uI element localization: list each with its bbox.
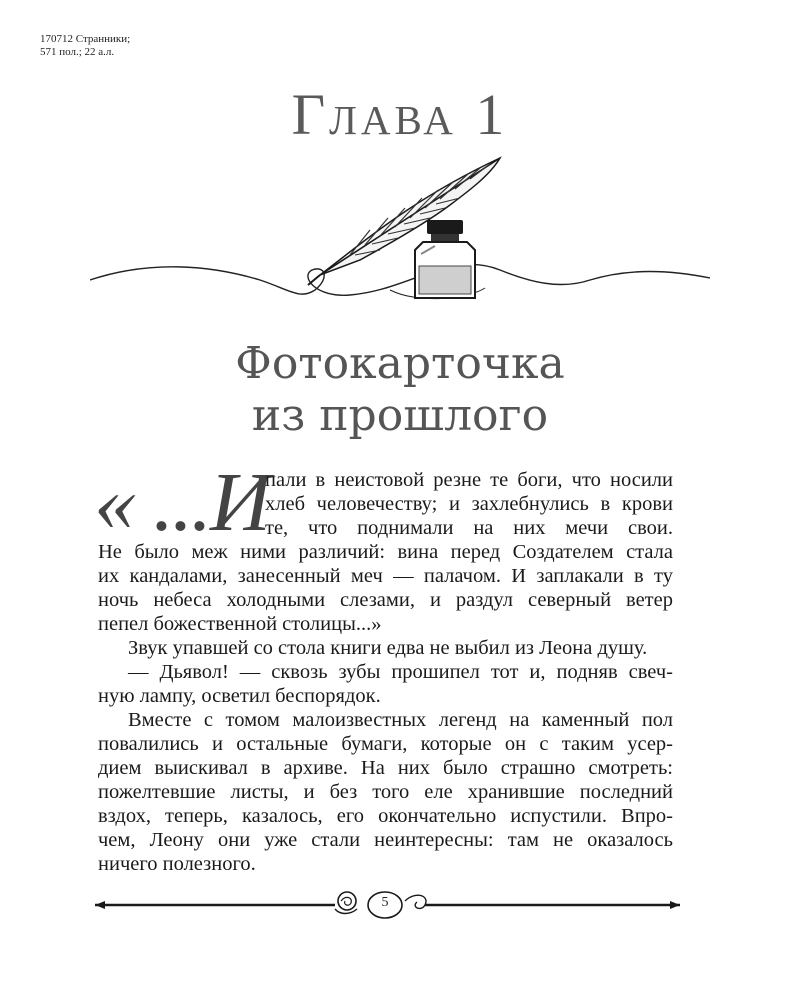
- text-line: их кандалами, занесенный меч — палачом. И заплакали в ту: [98, 565, 673, 587]
- text-line: ночь небеса холодными слезами, и раздул северный ветер: [98, 589, 673, 611]
- slug-line-1: 170712 Странники;: [40, 33, 131, 45]
- text-line: — Дьявол! — сквозь зубы прошипел тот и, подняв свеч-: [128, 661, 673, 683]
- subtitle-line-1: Фотокарточка: [235, 338, 565, 389]
- page-number: 5: [381, 895, 389, 910]
- text-line: дием выискивал в архиве. На них было страшно смотреть:: [98, 757, 673, 779]
- drop-cap: « ...И: [94, 456, 269, 549]
- inkwell-icon: [415, 220, 475, 298]
- chapter-title: Глава 1: [291, 82, 509, 147]
- text-line: чем, Леону они уже стали неинтересны: там не оказалось: [98, 829, 673, 851]
- text-line: те, что поднимали на них мечи свои.: [265, 517, 673, 539]
- slug-line-2: 571 пол.; 22 а.л.: [40, 46, 115, 58]
- body-text: [98, 540, 673, 876]
- text-line: пепел божественной столицы...»: [98, 613, 382, 635]
- chapter-subtitle: [0, 338, 800, 442]
- text-line: Вместе с томом малоизвестных легенд на каменный пол: [128, 709, 673, 731]
- paragraph-1-drop-lines: [265, 468, 673, 540]
- print-slug: [40, 33, 130, 59]
- text-line: вздох, теперь, казалось, его окончательно испустили. Впро-: [98, 805, 673, 827]
- subtitle-line-2: из прошлого: [251, 390, 549, 441]
- text-line: пали в неистовой резне те боги, что носили: [265, 469, 673, 491]
- quill-inkwell-ornament: [90, 140, 710, 320]
- text-line: ную лампу, осветил беспорядок.: [98, 685, 381, 707]
- rose-icon: [335, 892, 357, 914]
- text-line: пожелтевшие листы, и без того еле хранившие последний: [98, 781, 673, 803]
- paragraph-2: Звук упавшей со стола книги едва не выбил из Леона душу.: [128, 637, 648, 659]
- flourish-line: [90, 264, 710, 295]
- text-line: повалились и остальные бумаги, которые он с таким усер-: [98, 733, 673, 755]
- text-line: хлеб человечеству; и захлебнулись в крови: [265, 493, 673, 515]
- text-line: ничего полезного.: [98, 853, 256, 875]
- text-line: Не было меж ними различий: вина перед Создателем стала: [98, 541, 673, 563]
